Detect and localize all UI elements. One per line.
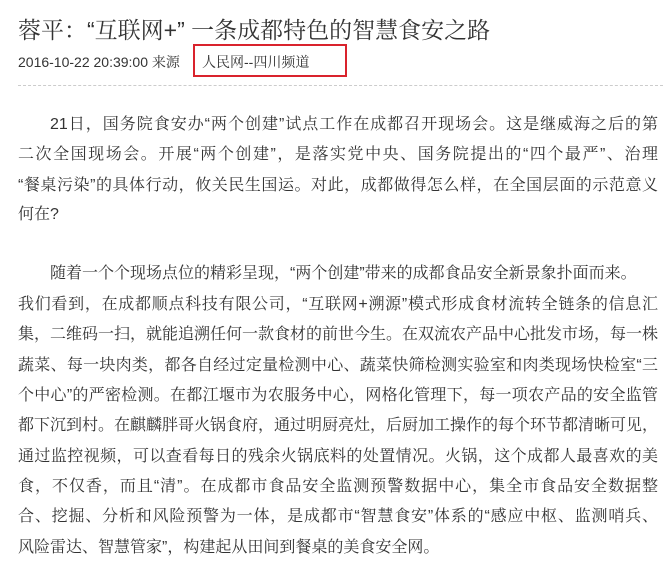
publish-datetime: 2016-10-22 20:39:00 <box>18 54 148 70</box>
article-meta <box>18 52 180 72</box>
paragraph-line: 蔬菜、每一块肉类，都各自经过定量检测中心、蔬菜快筛检测实验室和肉类现场快检室“三 <box>18 357 658 374</box>
paragraph-line: “餐桌污染”的具体行动，攸关民生国运。对此，成都做得怎么样，在全国层面的示范意义 <box>18 177 658 194</box>
paragraph-line: 二次全国现场会。开展“两个创建”，是落实党中央、国务院提出的“四个最严”、治理 <box>18 146 658 163</box>
paragraph-line: 随着一个个现场点位的精彩呈现，“两个创建”带来的成都食品安全新景象扑面而来。 <box>50 265 637 282</box>
paragraph-line: 食，不仅香，而且“清”。在成都市食品安全监测预警数据中心，集全市食品安全数据整 <box>18 478 658 495</box>
paragraph-line: 我们看到，在成都顺点科技有限公司，“互联网+溯源”模式形成食材流转全链条的信息汇 <box>18 296 658 313</box>
source-label: 来源 <box>151 54 180 70</box>
paragraph-line: 个中心”的严密检测。在都江堰市为农服务中心，网格化管理下，每一项农产品的安全监管 <box>18 387 658 404</box>
paragraph-line: 都下沉到村。在麒麟胖哥火锅食府，通过明厨亮灶，后厨加工操作的每个环节都清晰可见， <box>18 417 659 434</box>
paragraph-line: 风险雷达、智慧管家”，构建起从田间到餐桌的美食安全网。 <box>18 539 440 556</box>
divider <box>18 85 663 86</box>
article-title: 蓉平：“互联网+” 一条成都特色的智慧食安之路 <box>18 17 491 43</box>
paragraph-line: 集，二维码一扫，就能追溯任何一款食材的前世今生。在双流农产品中心批发市场，每一株 <box>18 326 659 343</box>
paragraph-line: 何在? <box>18 206 59 223</box>
source-link[interactable]: 人民网--四川频道 <box>202 54 310 70</box>
paragraph-line: 合、挖掘、分析和风险预警为一体，是成都市“智慧食安”体系的“感应中枢、监测哨兵、 <box>18 508 658 525</box>
paragraph-line: 通过监控视频，可以查看每日的残余火锅底料的处置情况。火锅，这个成都人最喜欢的美 <box>18 448 658 465</box>
paragraph-line: 21日，国务院食安办“两个创建”试点工作在成都召开现场会。这是继威海之后的第 <box>50 116 658 133</box>
